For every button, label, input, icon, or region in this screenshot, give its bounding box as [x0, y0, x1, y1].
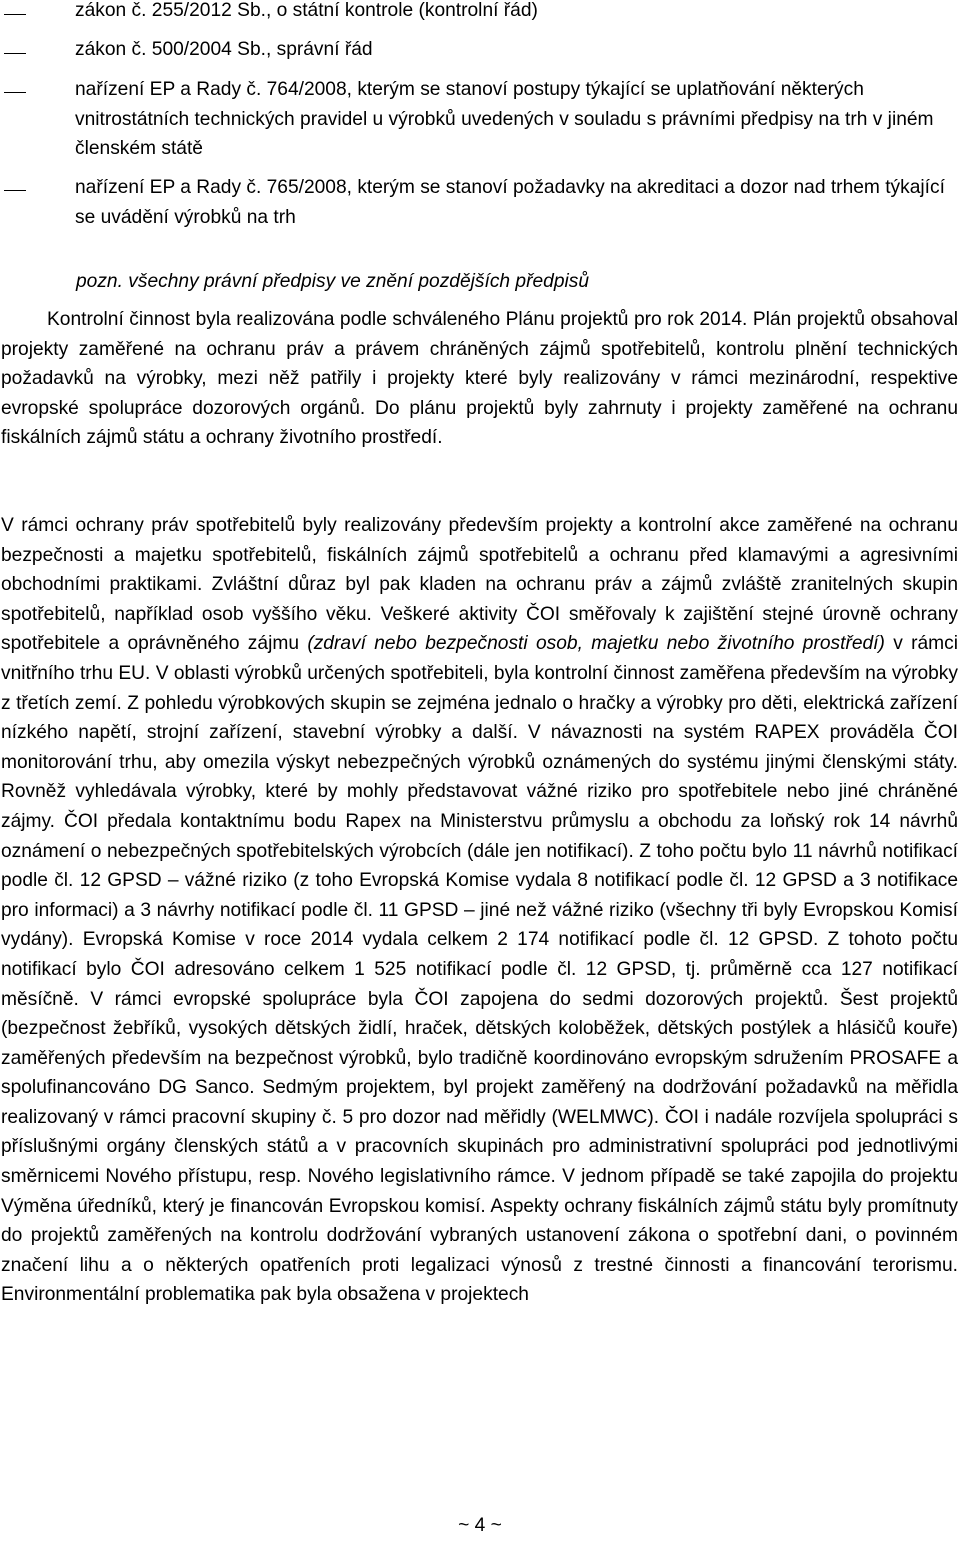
list-item-text: nařízení EP a Rady č. 765/2008, kterým se stanoví požadavky na akreditaci a dozor nad trhem týkající se uvádění výrobků na trh [75, 177, 945, 228]
paragraph-text-part1: V rámci ochrany práv spotřebitelů byly realizovány především projekty a kontrolní akce zaměřené na ochranu bezpečnosti a majetku spotřebitelů, fiskálních zájmů spotřebitelů a ochranu před klamavými a agresivními obchodními praktikami. Zvláštní důraz byl pak kladen na ochranu práv a zájmů zvláště zranitelných skupin spotřebitelů, například osob vyššího věku. Veškeré aktivity ČOI směřovaly k zajištění stejné úrovně ochrany spotřebitele a oprávněného zájmu [1, 515, 958, 655]
paragraph-plan [1, 305, 958, 453]
paragraph-text-italic: (zdraví nebo bezpečnosti osob, majetku nebo životního prostředí) [307, 633, 885, 655]
paragraph-consumer-protection [1, 511, 958, 1310]
paragraph-text-part2: v rámci vnitřního trhu EU. V oblasti výrobků určených spotřebiteli, byla kontrolní činnost zaměřena především na výrobky z třetích zemí. Z pohledu výrobkových skupin se zejména jednalo o hračky a výrobky pro děti, elektrická zařízení nízkého napětí, strojní zařízení, stavební výrobky a další. V návaznosti na systém RAPEX prováděla ČOI monitorování trhu, aby omezila výskyt nebezpečných výrobků oznámených do systému jinými členskými státy. Rovněž vyhledávala výrobky, které by mohly představovat vážné riziko pro spotřebitele nebo jiné chráněné zájmy. ČOI předala kontaktnímu bodu Rapex na Ministerstvu průmyslu a obchodu za loňský rok 14 návrhů oznámení o nebezpečných spotřebitelských výrobcích (dále jen notifikací). Z toho počtu bylo 11 návrhů notifikací podle čl. 12 GPSD – vážné riziko (z toho Evropská Komise vydala 8 notifikací podle čl. 12 GPSD a 3 notifikace pro informaci) a 3 návrhy notifikací podle čl. 11 GPSD – jiné než vážné riziko (všechny tři byly Evropskou Komisí vydány). Evropská Komise v roce 2014 vydala celkem 2 174 notifikací podle čl. 12 GPSD. Z tohoto počtu notifikací bylo ČOI adresováno celkem 1 525 notifikací podle čl. 12 GPSD, tj. průměrně cca 127 notifikací měsíčně. V rámci evropské spolupráce byla ČOI zapojena do sedmi dozorových projektů. Šest projektů (bezpečnost žebříků, vysokých dětských židlí, hraček, dětských koloběžek, dětských postýlek a hlásičů kouře) zaměřených především na bezpečnost výrobků, bylo tradičně koordinováno evropským sdružením PROSAFE a spolufinancováno DG Sanco. Sedmým projektem, byl projekt zaměřený na dodržování požadavků na měřidla realizovaný v rámci pracovní skupiny č. 5 pro dozor nad měřidly (WELMWC). ČOI i nadále rozvíjela spolupráci s příslušnými orgány členských států a v pracovních skupinách pro administrativní spolupráci pod jednotlivými směrnicemi Nového přístupu, resp. Nového legislativního rámce. V jednom případě se také zapojila do projektu Výměna úředníků, který je financován Evropskou komisí. Aspekty ochrany fiskálních zájmů státu byly promítnuty do projektů zaměřených na kontrolu dodržování vybraných ustanovení zákona o spotřební dani, o povinném značení lihu a o některých opatřeních proti legalizaci výnosů z trestné činnosti a financování terorismu. Environmentální problematika pak byla obsažena v projektech [1, 633, 959, 1306]
paragraph-text: Kontrolní činnost byla realizována podle schváleného Plánu projektů pro rok 2014. Plán projektů obsahoval projekty zaměřené na ochranu práv a právem chráněných zájmů spotřebitelů, kontrolu plnění technických požadavků na výrobky, mezi něž patřily i projekty které byly realizovány v rámci mezinárodní, respektive evropské spolupráce dozorových orgánů. Do plánu projektů byly zahrnuty i projekty zaměřené na ochranu fiskálních zájmů státu a ochrany životního prostředí. [1, 309, 958, 449]
dash-bullet-icon [4, 190, 26, 191]
page-number: ~ 4 ~ [458, 1515, 502, 1536]
dash-bullet-icon [4, 14, 26, 15]
list-item-text: zákon č. 255/2012 Sb., o státní kontrole (kontrolní řád) [75, 0, 538, 21]
dash-bullet-icon [4, 92, 26, 93]
list-item-text: zákon č. 500/2004 Sb., správní řád [75, 39, 373, 60]
list-item-text: nařízení EP a Rady č. 764/2008, kterým se stanoví postupy týkající se uplatňování některých vnitrostátních technických pravidel u výrobků uvedených v souladu s právními předpisy na trh v jiném členském státě [75, 79, 934, 160]
legal-note: pozn. všechny právní předpisy ve znění pozdějších předpisů [76, 271, 590, 292]
dash-bullet-icon [4, 53, 26, 54]
